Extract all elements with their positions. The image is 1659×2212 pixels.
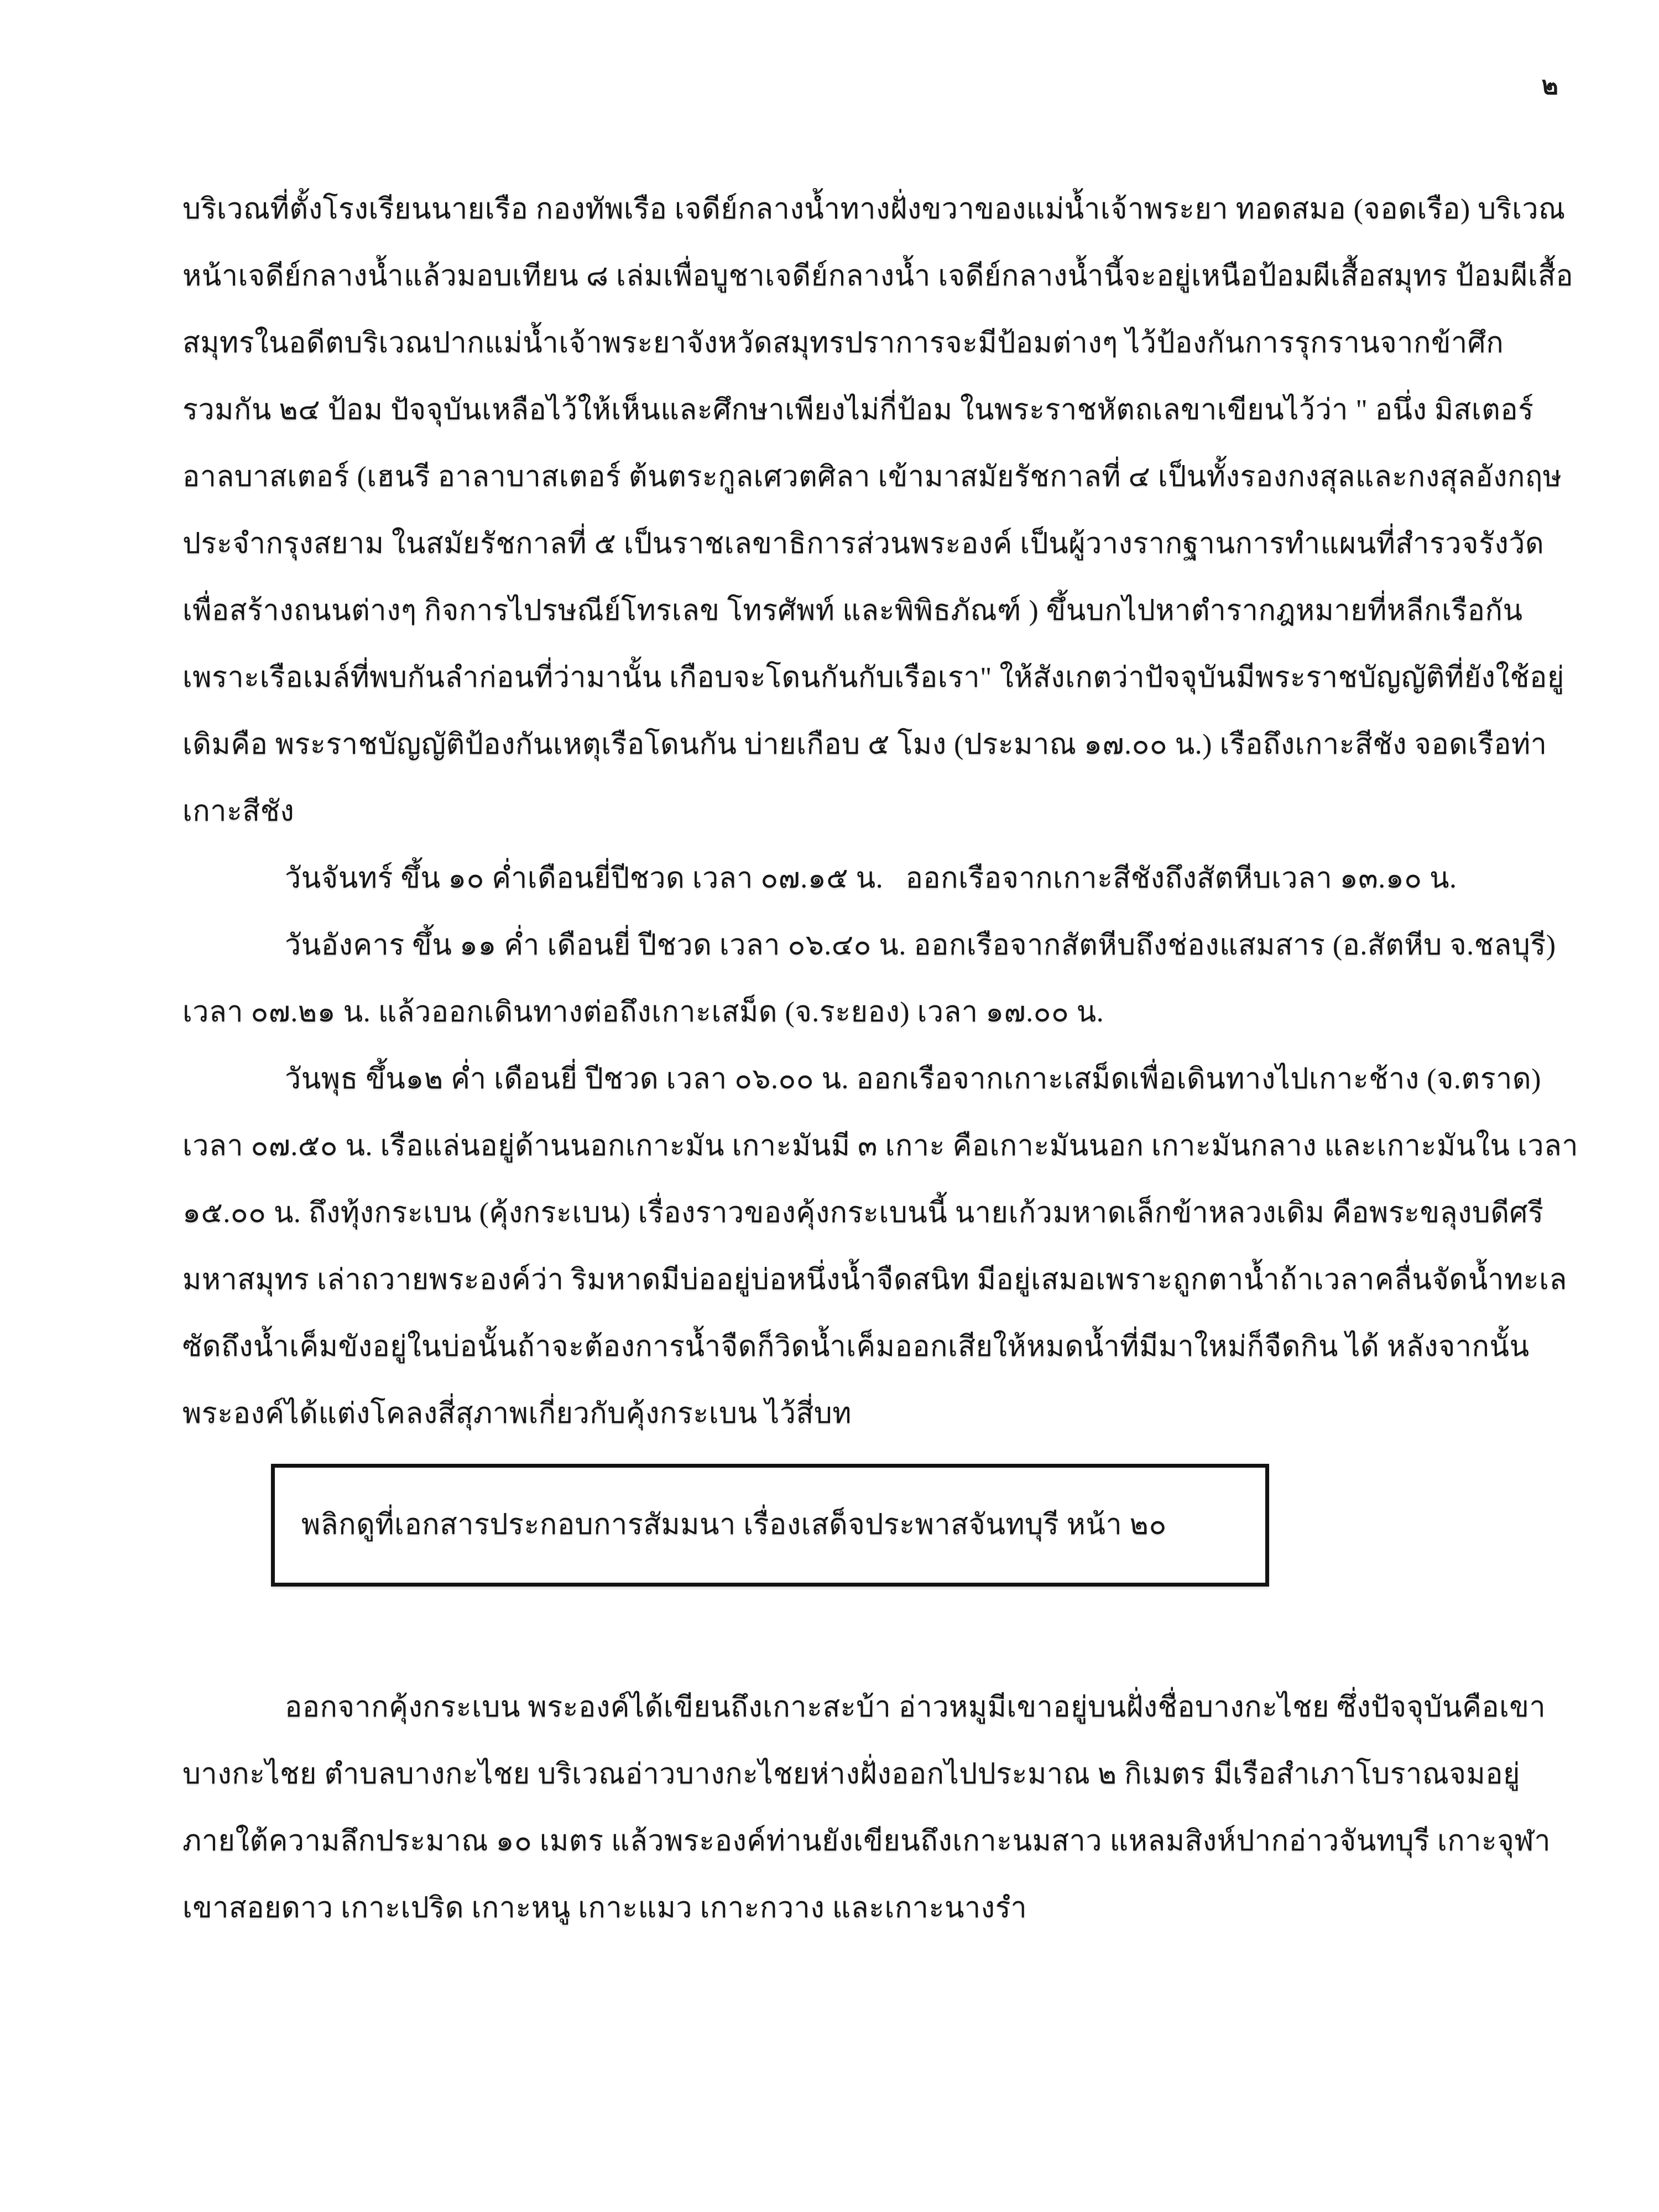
reference-note-box [271,1464,1269,1587]
text-line: บางกะไชย ตำบลบางกะไชย บริเวณอ่าวบางกะไชยห่างฝั่งออกไปประมาณ ๒ กิเมตร มีเรือสำเภาโบราณจมอยู่ [182,1759,1520,1790]
text-line: รวมกัน ๒๔ ป้อม ปัจจุบันเหลือไว้ให้เห็นและศึกษาเพียงไม่กี่ป้อม ในพระราชหัตถเลขาเขียนไว้ว่า " อนึ่ง มิสเตอร์ [182,394,1534,426]
text-line: ภายใต้ความลึกประมาณ ๑๐ เมตร แล้วพระองค์ท่านยังเขียนถึงเกาะนมสาว แหลมสิงห์ปากอ่าวจันทบุรี เกาะจุฬา [182,1825,1551,1857]
text-line: วันอังคาร ขึ้น ๑๑ ค่ำ เดือนยี่ ปีชวด เวลา ๐๖.๔๐ น. ออกเรือจากสัตหีบถึงช่องแสมสาร (อ.สัตหีบ จ.ชลบุรี) [285,930,1556,961]
text-line: ออกจากคุ้งกระเบน พระองค์ได้เขียนถึงเกาะสะบ้า อ่าวหมูมีเขาอยู่บนฝั่งชื่อบางกะไชย ซึ่งปัจจุบันคือเขา [285,1692,1546,1723]
text-line: วันพุธ ขึ้น๑๒ ค่ำ เดือนยี่ ปีชวด เวลา ๐๖.๐๐ น. ออกเรือจากเกาะเสม็ดเพื่อเดินทางไปเกาะช้าง (จ.ตราด) [285,1063,1541,1095]
text-line: เพื่อสร้างถนนต่างๆ กิจการไปรษณีย์โทรเลข โทรศัพท์ และพิพิธภัณฑ์ ) ขึ้นบกไปหาตำรากฎหมายที่หลีกเรือกัน [182,595,1523,627]
text-line: เดิมคือ พระราชบัญญัติป้องกันเหตุเรือโดนกัน บ่ายเกือบ ๕ โมง (ประมาณ ๑๗.๐๐ น.) เรือถึงเกาะสีชัง จอดเรือท่า [182,729,1547,760]
text-line: เกาะสีชัง [182,796,295,827]
paragraph-wednesday [182,1046,1598,1447]
paragraph-fort-chedi [182,176,1598,845]
text-line: มหาสมุทร เล่าถวายพระองค์ว่า ริมหาดมีบ่ออยู่บ่อหนึ่งน้ำจืดสนิท มีอยู่เสมอเพราะถูกตาน้ำถ้าเวลาคลื่นจัดน้ำทะเล [182,1264,1567,1296]
text-line: อาลบาสเตอร์ (เฮนรี อาลาบาสเตอร์ ต้นตระกูลเศวตศิลา เข้ามาสมัยรัชกาลที่ ๔ เป็นทั้งรองกงสุลและกงสุลอังกฤษ [182,461,1562,493]
text-line: เวลา ๐๗.๕๐ น. เรือแล่นอยู่ด้านนอกเกาะมัน เกาะมันมี ๓ เกาะ คือเกาะมันนอก เกาะมันกลาง และเกาะมันใน เวลา [182,1130,1579,1162]
text-line: พระองค์ได้แต่งโคลงสี่สุภาพเกี่ยวกับคุ้งกระเบน ไว้สี่บท [182,1398,852,1430]
text-line: วันจันทร์ ขึ้น ๑๐ ค่ำเดือนยี่ปีชวด เวลา ๐๗.๑๕ น. ออกเรือจากเกาะสีชังถึงสัตหีบเวลา ๑๓.๑๐ น. [285,863,1457,894]
page-number: ๒ [1541,71,1558,100]
paragraph-monday [182,845,1598,912]
text-line: สมุทรในอดีตบริเวณปากแม่น้ำเจ้าพระยาจังหวัดสมุทรปราการจะมีป้อมต่างๆ ไว้ป้องกันการรุกรานจากข้าศึก [182,327,1504,359]
paragraph-kung-kraben-islands [182,1674,1598,1942]
text-line: ประจำกรุงสยาม ในสมัยรัชกาลที่ ๕ เป็นราชเลขาธิการส่วนพระองค์ เป็นผู้วางรากฐานการทำแผนที่สำรวจรังวัด [182,528,1545,560]
text-line: ซัดถึงน้ำเค็มขังอยู่ในบ่อนั้นถ้าจะต้องการน้ำจืดก็วิดน้ำเค็มออกเสียให้หมดน้ำที่มีมาใหม่ก็จืดกิน ได้ หลังจากนั้น [182,1331,1530,1363]
reference-note-text: พลิกดูที่เอกสารประกอบการสัมมนา เรื่องเสด็จประพาสจันทบุรี หน้า ๒๐ [301,1509,1167,1541]
text-line: เพราะเรือเมล์ที่พบกันลำก่อนที่ว่ามานั้น เกือบจะโดนกันกับเรือเรา" ให้สังเกตว่าปัจจุบันมีพระราชบัญญัติที่ยังใช้อยู่ [182,662,1564,693]
paragraph-tuesday [182,912,1598,1046]
text-line: บริเวณที่ตั้งโรงเรียนนายเรือ กองทัพเรือ เจดีย์กลางน้ำทางฝั่งขวาของแม่น้ำเจ้าพระยา ทอดสมอ (จอดเรือ) บริเวณ [182,194,1566,225]
text-line: เขาสอยดาว เกาะเปริด เกาะหนู เกาะแมว เกาะกวาง และเกาะนางรำ [182,1892,1027,1924]
document-body [182,176,1598,1942]
text-line: ๑๕.๐๐ น. ถึงทุ้งกระเบน (คุ้งกระเบน) เรื่องราวของคุ้งกระเบนนี้ นายเก้วมหาดเล็กข้าหลวงเดิม คือพระขลุงบดีศรี [182,1197,1544,1229]
text-line: หน้าเจดีย์กลางน้ำแล้วมอบเทียน ๘ เล่มเพื่อบูชาเจดีย์กลางน้ำ เจดีย์กลางน้ำนี้จะอยู่เหนือป้อมผีเสื้อสมุทร ป้อมผีเสื้อ [182,260,1574,292]
text-line: เวลา ๐๗.๒๑ น. แล้วออกเดินทางต่อถึงเกาะเสม็ด (จ.ระยอง) เวลา ๑๗.๐๐ น. [182,997,1104,1028]
